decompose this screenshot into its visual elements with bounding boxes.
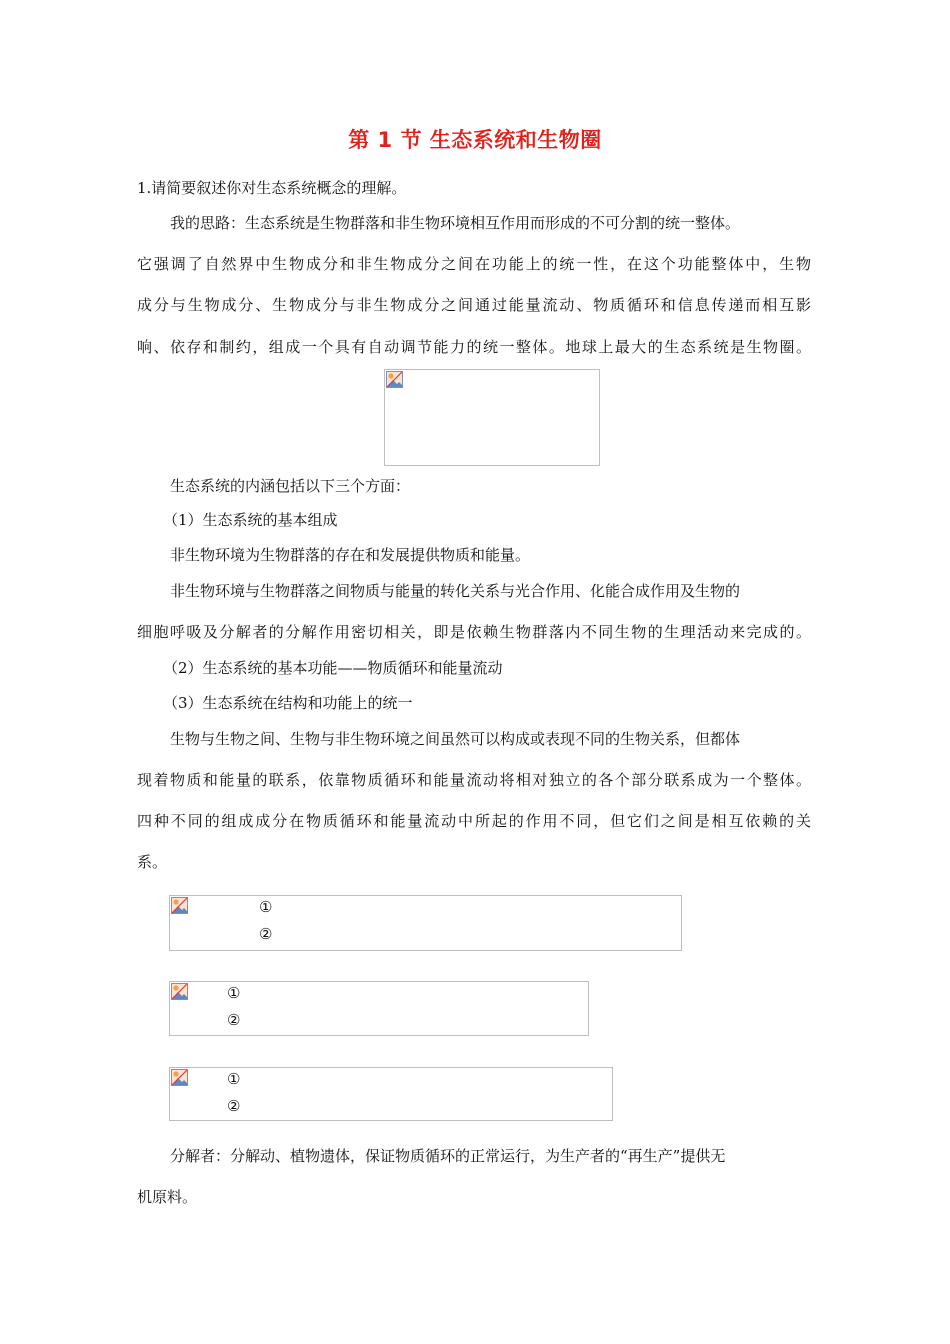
point-3-text-2: 现着物质和能量的联系，依靠物质循环和能量流动将相对独立的各个部分联系成为一个整体。 [137, 771, 811, 789]
broken-image-icon [386, 371, 403, 388]
ecosystem-image-placeholder [384, 369, 600, 466]
point-3-text-3: 四种不同的组成成分在物质循环和能量流动中所起的作用不同，但它们之间是相互依赖的关 [137, 812, 811, 830]
answer-line-2: 它强调了自然界中生物成分和非生物成分之间在功能上的统一性，在这个功能整体中，生物 [137, 255, 811, 273]
figure-2-marker-1: ① [227, 984, 241, 1002]
broken-image-icon [171, 1069, 188, 1086]
point-1-text-2b: 细胞呼吸及分解者的分解作用密切相关，即是依赖生物群落内不同生物的生理活动来完成的。 [137, 623, 811, 641]
point-3-text-4: 系。 [137, 853, 168, 871]
figure-box-3 [169, 1067, 613, 1121]
figure-1-marker-2: ② [259, 925, 273, 943]
answer-line-4: 响、依存和制约，组成一个具有自动调节能力的统一整体。地球上最大的生态系统是生物圈。 [137, 338, 811, 356]
figure-3-marker-2: ② [227, 1097, 241, 1115]
figure-1-marker-1: ① [259, 898, 273, 916]
answer-line-3: 成分与生物成分、生物成分与非生物成分之间通过能量流动、物质循环和信息传递而相互影 [137, 296, 811, 314]
connotation-intro: 生态系统的内涵包括以下三个方面： [170, 477, 411, 495]
broken-image-icon [171, 983, 188, 1000]
point-3-heading: （3）生态系统在结构和功能上的统一 [163, 694, 413, 712]
figure-3-marker-1: ① [227, 1070, 241, 1088]
point-3-text-1: 生物与生物之间、生物与非生物环境之间虽然可以构成或表现不同的生物关系，但都体 [170, 730, 741, 748]
figure-box-1 [169, 895, 682, 951]
point-1-text-2a: 非生物环境与生物群落之间物质与能量的转化关系与光合作用、化能合成作用及生物的 [170, 582, 741, 600]
decomposer-text-2: 机原料。 [137, 1188, 198, 1206]
point-1-heading: （1）生态系统的基本组成 [163, 511, 338, 529]
figure-box-2 [169, 981, 589, 1036]
broken-image-icon [171, 897, 188, 914]
figure-2-marker-2: ② [227, 1011, 241, 1029]
answer-line-1: 我的思路：生态系统是生物群落和非生物环境相互作用而形成的不可分割的统一整体。 [170, 214, 741, 232]
point-2-heading: （2）生态系统的基本功能——物质循环和能量流动 [163, 659, 503, 677]
page-title: 第 1 节 生态系统和生物圈 [348, 128, 602, 152]
question-text: 1.请简要叙述你对生态系统概念的理解。 [137, 179, 407, 197]
decomposer-text-1: 分解者：分解动、植物遗体，保证物质循环的正常运行，为生产者的“再生产”提供无 [170, 1147, 726, 1165]
point-1-text-1: 非生物环境为生物群落的存在和发展提供物质和能量。 [170, 546, 531, 564]
